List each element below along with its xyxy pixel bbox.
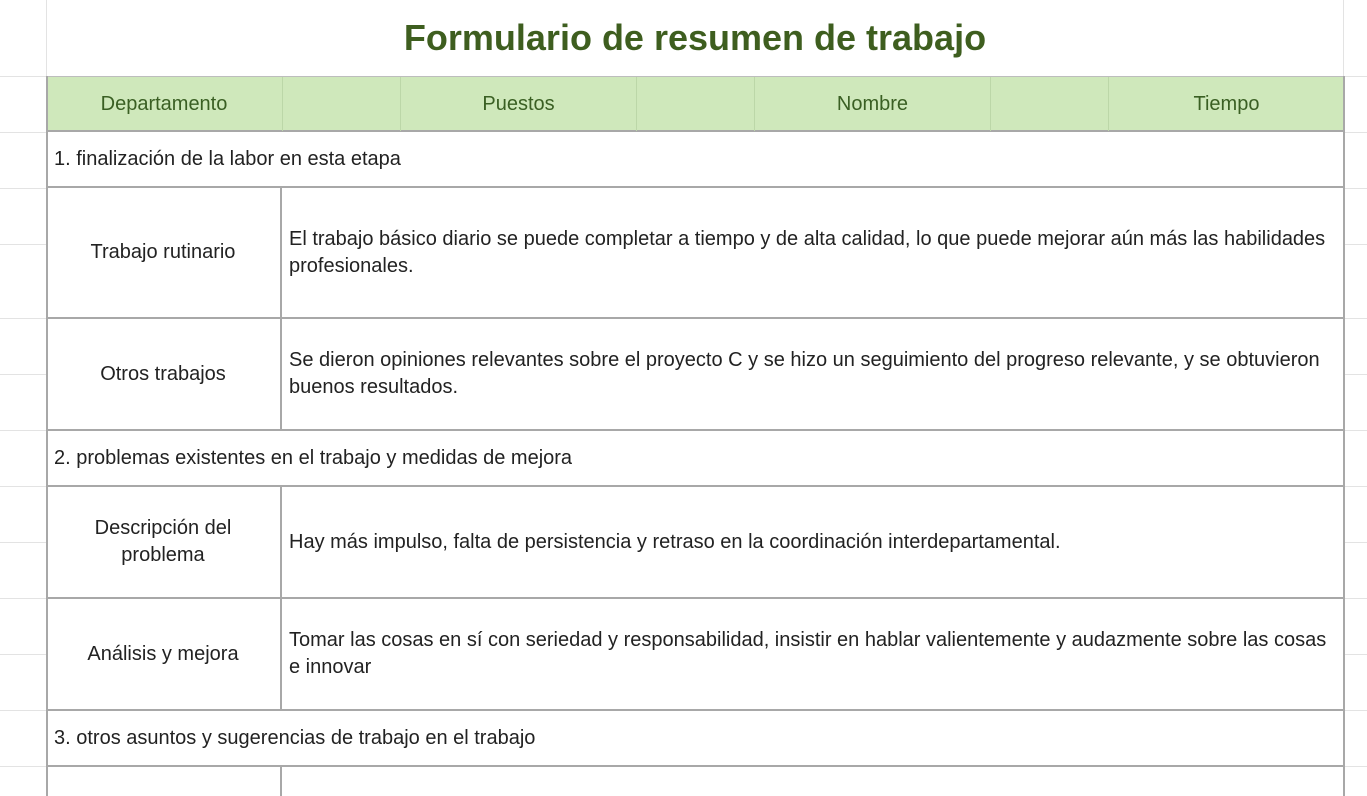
sheet-gridline xyxy=(0,598,46,599)
sheet-gridline xyxy=(1345,486,1367,487)
row-label-descripcion-problema[interactable]: Descripción del problema xyxy=(46,487,282,597)
section-heading-3-text: 3. otros asuntos y sugerencias de trabajo en el trabajo xyxy=(54,726,536,749)
row-text: Se dieron opiniones relevantes sobre el proyecto C y se hizo un seguimiento del progreso relevante, y se obtuvieron buenos resultados. xyxy=(289,349,1320,398)
row-value-analisis-mejora[interactable] xyxy=(283,599,1344,709)
sheet-gridline xyxy=(0,430,46,431)
row-trabajo-rutinario xyxy=(46,188,1344,319)
sheet-gridline xyxy=(0,318,46,319)
section-heading-2-text: 2. problemas existentes en el trabajo y medidas de mejora xyxy=(54,446,573,469)
section-heading-1-text: 1. finalización de la labor en esta etapa xyxy=(54,147,401,170)
row-analisis-mejora xyxy=(46,599,1344,711)
sheet-gridline xyxy=(0,486,46,487)
row-otros-trabajos xyxy=(46,319,1344,431)
header-tiempo[interactable]: Tiempo xyxy=(1193,92,1260,115)
header-puestos[interactable]: Puestos xyxy=(482,92,555,115)
sheet-gridline xyxy=(0,374,46,375)
row-value-trabajo-rutinario[interactable] xyxy=(283,188,1344,317)
row-text: El trabajo básico diario se puede completar a tiempo y de alta calidad, lo que puede mejorar aún más las habilidades profesionales. xyxy=(289,227,1326,277)
sheet-gridline xyxy=(1345,244,1367,245)
sheet-gridline xyxy=(0,542,46,543)
work-summary-form xyxy=(46,0,1344,796)
row-value-otros-trabajos[interactable] xyxy=(283,319,1344,429)
header-departamento[interactable]: Departamento xyxy=(100,92,228,115)
sheet-gridline xyxy=(0,244,46,245)
row-text: Tomar las cosas en sí con seriedad y responsabilidad, insistir en hablar valientemente y audazmente sobre las cosas e innovar xyxy=(289,629,1327,678)
sheet-gridline xyxy=(1345,374,1367,375)
sheet-gridline xyxy=(0,766,46,767)
form-border-right xyxy=(1343,76,1345,796)
row-value-descripcion-problema[interactable] xyxy=(283,487,1344,597)
sheet-gridline xyxy=(1345,654,1367,655)
section-heading-2[interactable] xyxy=(46,431,1344,487)
sheet-gridline xyxy=(0,132,46,133)
sheet-gridline xyxy=(0,76,46,77)
sheet-gridline xyxy=(0,654,46,655)
section-heading-3[interactable] xyxy=(46,711,1344,767)
sheet-gridline xyxy=(0,710,46,711)
section-heading-1[interactable] xyxy=(46,132,1344,188)
sheet-gridline xyxy=(1345,430,1367,431)
form-border-left xyxy=(46,76,48,796)
sheet-gridline xyxy=(1345,76,1367,77)
form-title[interactable]: Formulario de resumen de trabajo xyxy=(403,17,987,58)
sheet-gridline xyxy=(1345,188,1367,189)
sheet-gridline xyxy=(1345,598,1367,599)
row-text: Hay más impulso, falta de persistencia y retraso en la coordinación interdepartamental. xyxy=(289,530,1061,553)
row-descripcion-problema xyxy=(46,487,1344,599)
header-nombre[interactable]: Nombre xyxy=(836,92,909,115)
row-label-otros-trabajos[interactable]: Otros trabajos xyxy=(46,319,282,429)
row-label-analisis-mejora[interactable]: Análisis y mejora xyxy=(46,599,282,709)
sheet-gridline xyxy=(1345,132,1367,133)
sheet-gridline xyxy=(1345,710,1367,711)
sheet-gridline xyxy=(0,188,46,189)
row-otros-asuntos xyxy=(46,767,1344,796)
row-value-otros-asuntos[interactable] xyxy=(283,767,1344,796)
row-label-otros-asuntos[interactable] xyxy=(46,767,282,796)
header-cell-empty[interactable] xyxy=(637,77,754,131)
sheet-gridline xyxy=(1345,766,1367,767)
sheet-gridline xyxy=(1345,542,1367,543)
header-row xyxy=(46,76,1344,132)
row-label-trabajo-rutinario[interactable]: Trabajo rutinario xyxy=(46,188,282,317)
header-cell-empty[interactable] xyxy=(991,77,1108,131)
sheet-gridline xyxy=(1345,318,1367,319)
header-cell-empty[interactable] xyxy=(283,77,400,131)
